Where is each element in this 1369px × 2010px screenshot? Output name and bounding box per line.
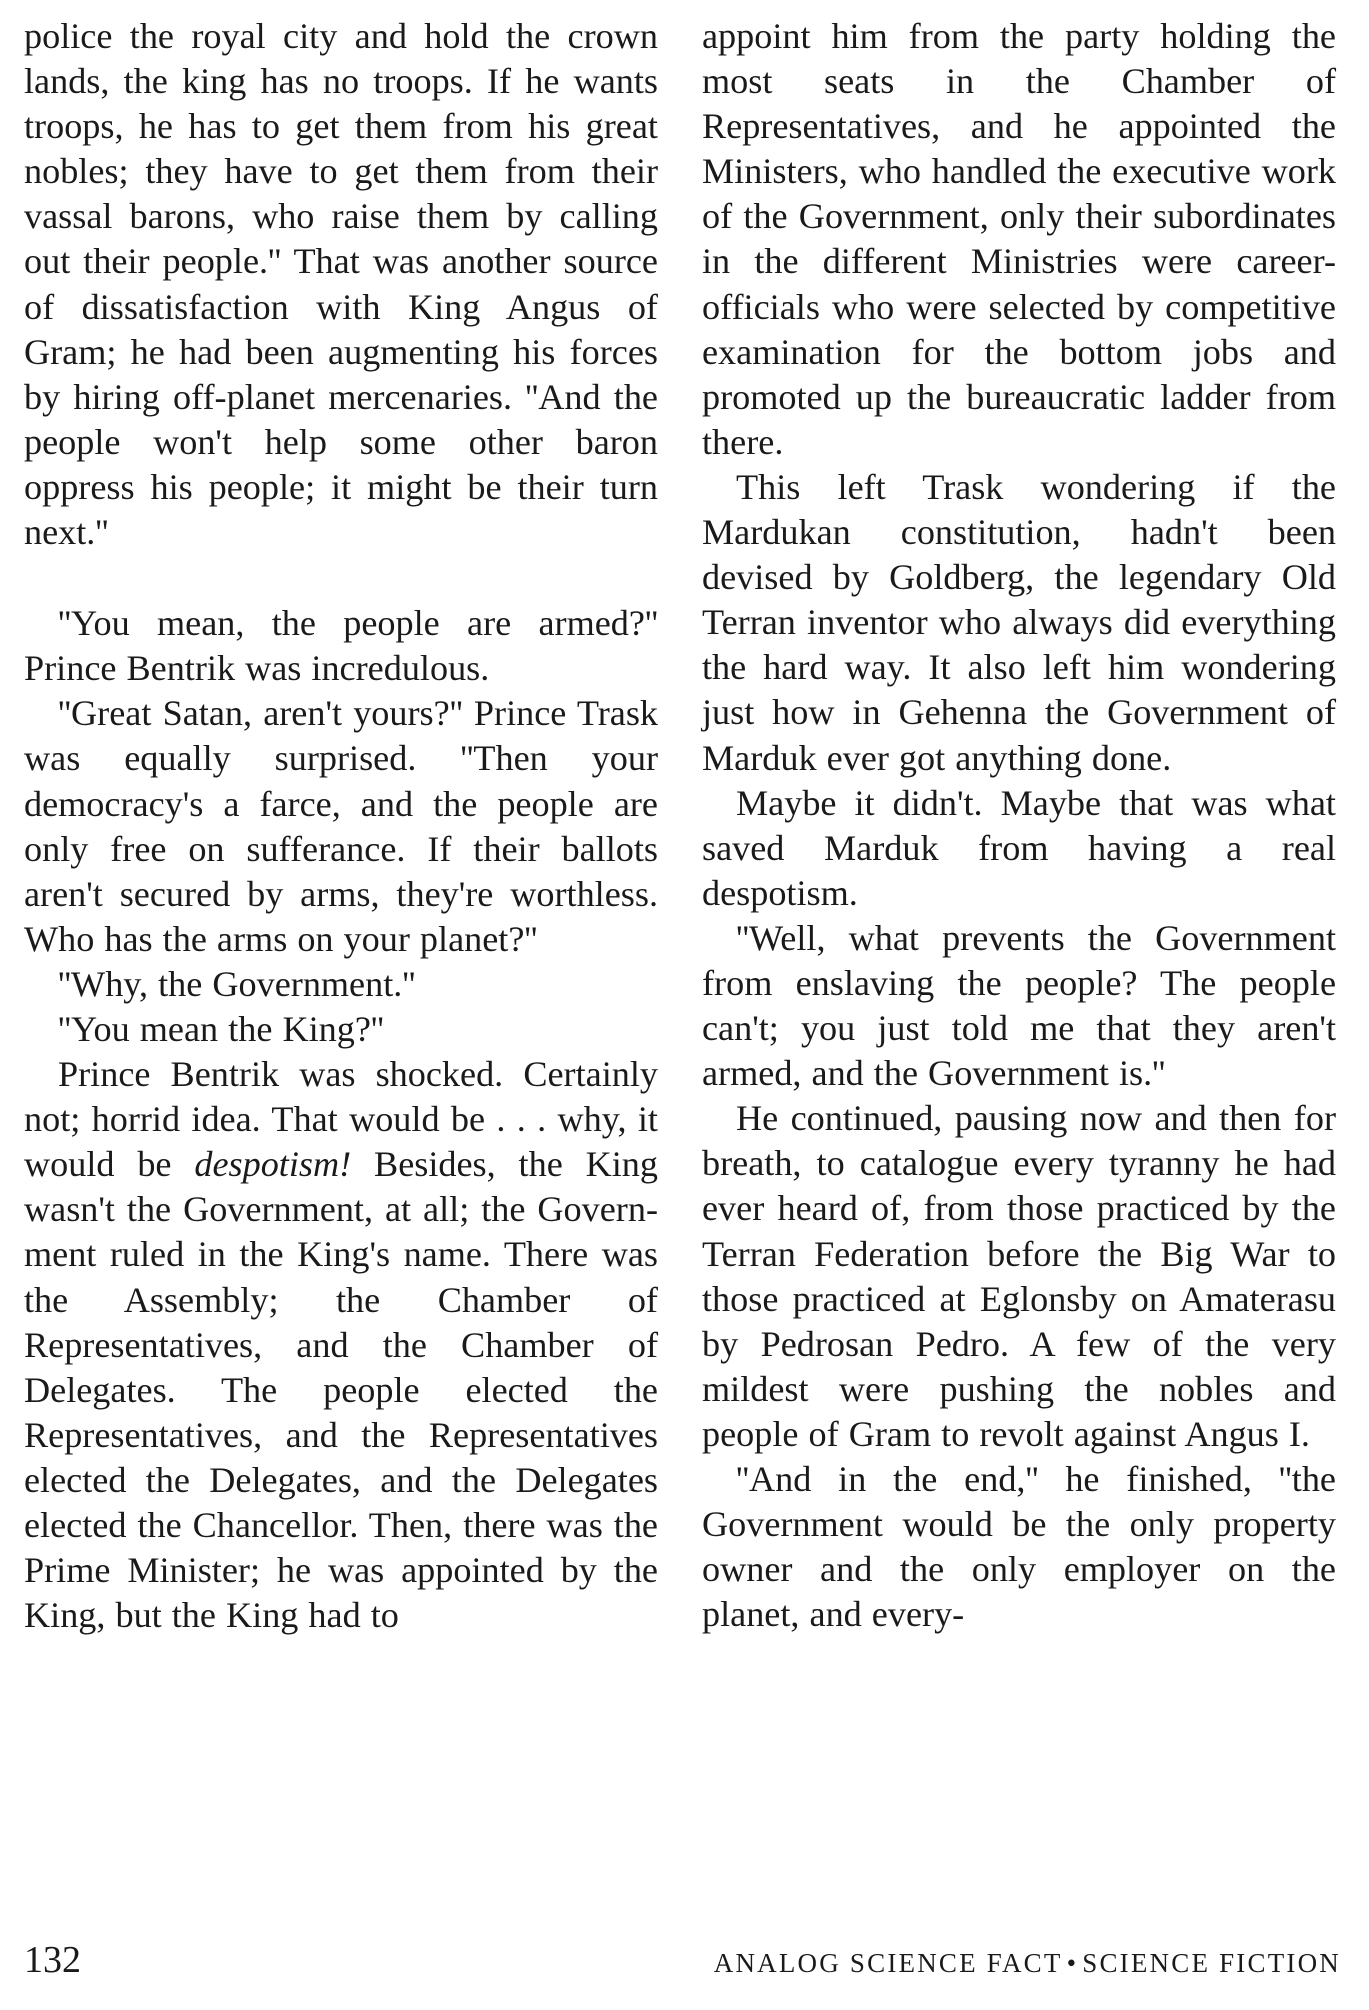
running-head	[714, 1941, 1341, 1985]
right-paragraph-2: This left Trask wondering if the Mardukan constitution, hadn't been devised by Goldberg, the legendary Old Terran inventor who always did everything the hard way. It also left him wondering just how in Gehenna the Government of Marduk ever got anything done.	[702, 466, 1336, 778]
right-paragraph-1: appoint him from the party holding the most seats in the Chamber of Representatives, and he appointed the Ministers, who handled the executive work of the Government, only their subordinates in the different Ministries were career-officials who were selected by competitive examination for the bottom jobs and promoted up the bureaucratic ladder from there.	[702, 16, 1336, 462]
left-paragraph-4: ''Why, the Government.''	[58, 963, 416, 1004]
right-paragraph-4: ''Well, what prevents the Government from enslaving the people? The people can't; you just told me that they aren't armed, and the Government is.''	[702, 917, 1336, 1094]
right-paragraph-5: He continued, pausing now and then for breath, to catalogue every tyranny he had ever heard of, from those practiced by the Terran Federation before the Big War to those practiced at Eglonsby on Amaterasu by Pedrosan Pedro. A few of the very mildest were pushing the nobles and people of Gram to revolt against Angus I.	[702, 1098, 1336, 1454]
page-footer	[24, 1935, 1341, 1985]
magazine-title-right: SCIENCE FICTION	[1082, 1948, 1341, 1978]
left-paragraph-6-end: Besides, the King wasn't the Government, at all; the Government ruled in the King's name. There was the Assembly; the Chamber of Representatives, and the Chamber of Delegates. The people elected the Representatives, and the Representatives elected the Delegates, and the Delegates elected the Chancellor. Then, there was the Prime Minister; he was appointed by the King, but the King had to	[24, 1144, 658, 1636]
right-paragraph-6: ''And in the end,'' he finished, ''the Government would be the only property owner and the only employer on the planet, and every-	[702, 1459, 1336, 1635]
italic-word-despotism: despotism!	[194, 1144, 352, 1185]
bullet-separator: •	[1066, 1948, 1079, 1978]
magazine-title-left: ANALOG SCIENCE FACT	[713, 1948, 1063, 1978]
left-paragraph-5: ''You mean the King?''	[58, 1008, 384, 1049]
right-column	[702, 14, 1336, 1637]
left-column	[24, 14, 658, 1638]
page-number: 132	[24, 1939, 81, 1981]
left-paragraph-1: police the royal city and hold the crown lands, the king has no troops. If he wants troops, he has to get them from his great nobles; they have to get them from their vassal barons, who raise them by calling out their people.'' That was another source of dissatisfaction with King Angus of Gram; he had been augmenting his forces by hiring off-planet mercenaries. ''And the people won't help some other baron oppress his people; it might be their turn next.''	[24, 16, 658, 553]
right-paragraph-3: Maybe it didn't. Maybe that was what saved Marduk from having a real despotism.	[702, 782, 1336, 913]
left-paragraph-6-start: Prince Bentrik was shocked. Certainly not; horrid idea. That would be . . . why, it would be	[24, 1054, 658, 1185]
left-paragraph-2: ''You mean, the people are armed?'' Prince Bentrik was incredulous.	[24, 603, 658, 689]
left-paragraph-6	[24, 1052, 658, 1638]
left-paragraph-3: ''Great Satan, aren't yours?'' Prince Trask was equally surprised. ''Then your democracy's a farce, and the people are only free on sufferance. If their ballots aren't secured by arms, they're worthless. Who has the arms on your planet?''	[24, 693, 658, 959]
